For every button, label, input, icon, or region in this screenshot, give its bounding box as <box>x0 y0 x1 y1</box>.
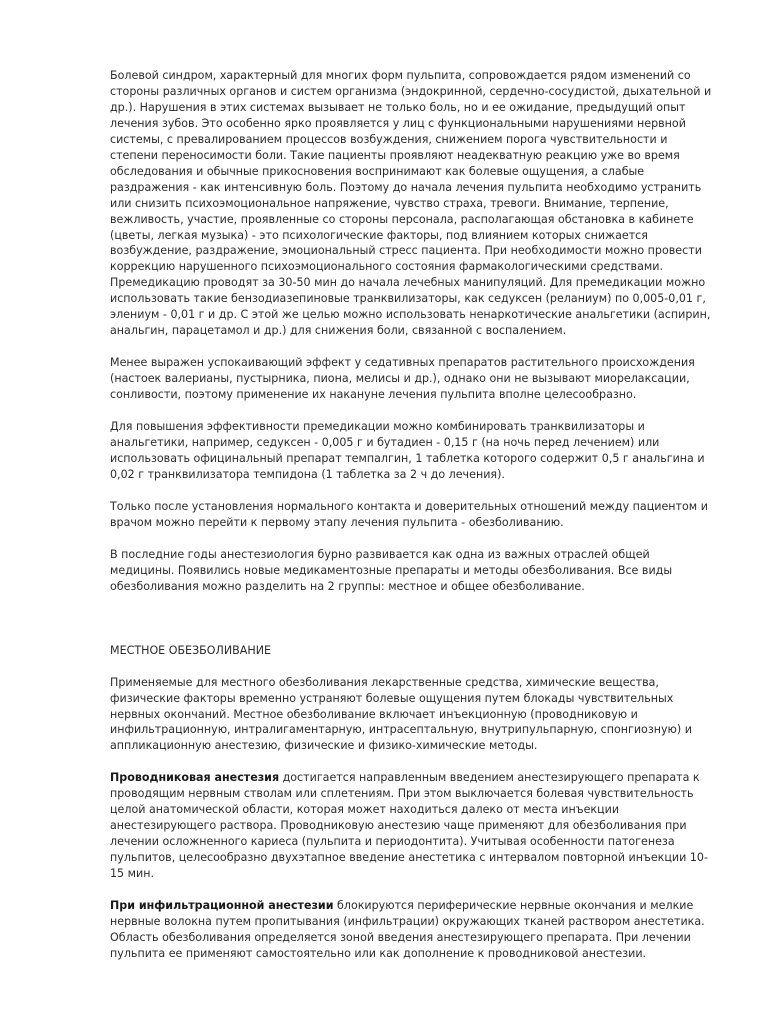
paragraph-anesthesiology: В последние годы анестезиология бурно развивается как одна из важных отраслей общей медицины. Появились новые медикаментозные препараты и методы обезболивания. Все виды обезболивания можно разделить на 2 группы: местное и общее обезболивание. <box>110 547 673 593</box>
conduction-anesthesia-text: достигается направленным введением анестезирующего препарата к проводящим нервным стволам или сплетениям. При этом выключается болевая чувствительность целой анатомической области, которая может находиться далеко от места инъекции анестезирующего раствора. Проводниковую анестезию чаще применяют для обезболивания при лечении осложненного кариеса (пульпита и периодонтита). Учитывая особенности патогенеза пульпитов, целесообразно двухэтапное введение анестетика с интервалом повторной инъекции 10-15 мин. <box>110 771 708 881</box>
term-infiltration-anesthesia: При инфильтрационной анестезии <box>110 899 334 913</box>
infiltration-anesthesia-text: блокируются периферические нервные окончания и мелкие нервные волокна путем пропитывания (инфильтрации) окружающих тканей раствором анестетика. Область обезболивания определяется зоной введения анестезирующего препарата. При лечении пульпита ее применяют самостоятельно или как дополнение к проводниковой анестезии. <box>110 899 705 960</box>
paragraph-local-anesthesia: Применяемые для местного обезболивания лекарственные средства, химические вещества, физические факторы временно устраняют болевые ощущения путем блокады чувствительных нервных окончаний. Местное обезболивание включает инъекционную (проводниковую и инфильтрационную, интралигаментарную, интрасептальную, внутрипульпарную, спонгиозную) и аппликационную анестезию, физические и физико-химические методы. <box>110 675 692 753</box>
section-heading: МЕСТНОЕ ОБЕЗБОЛИВАНИЕ <box>110 643 272 657</box>
paragraph-pain-syndrome: Болевой синдром, характерный для многих форм пульпита, сопровождается рядом изменений со стороны различных органов и систем организма (эндокринной, сердечно-сосудистой, дыхательной и др.). Нарушения в этих системах вызывает не только боль, но и ее ожидание, предыдущий опыт лечения зубов. Это особенно ярко проявляется у лиц с функциональными нарушениями нервной системы, с превалированием процессов возбуждения, снижением порога чувствительности и степени переносимости боли. Такие пациенты проявляют неадекватную реакцию уже во время обследования и обычные прикосновения воспринимают как болевые ощущения, а слабые раздражения - как интенсивную боль. Поэтому до начала лечения пульпита необходимо устранить или снизить психоэмоциональное напряжение, чувство страха, тревоги. Внимание, терпение, вежливость, участие, проявленные со стороны персонала, располагающая обстановка в кабинете (цветы, легкая музыка) - это психологические факторы, под влиянием которых снижается возбуждение, раздражение, эмоциональный стресс пациента. При необходимости можно провести коррекцию нарушенного психоэмоционального состояния фармакологическими средствами. Премедикацию проводят за 30-50 мин до начала лечебных манипуляций. Для премедикации можно использовать такие бензодиазепиновые транквилизаторы, как седуксен (реланиум) по 0,005-0,01 г, элениум - 0,01 г и др. С этой же целью можно использовать ненаркотические анальгетики (аспирин, анальгин, парацетамол и др.) для снижения боли, связанной с воспалением. <box>110 69 712 338</box>
term-conduction-anesthesia: Проводниковая анестезия <box>110 771 280 785</box>
paragraph-sedatives: Менее выражен успокаивающий эффект у седативных препаратов растительного происхождения (настоек валерианы, пустырника, пиона, мелисы и др.), однако они не вызывают миорелаксации, сонливости, поэтому применение их накануне лечения пульпита вполне целесообразно. <box>110 356 695 402</box>
paragraph-contact: Только после установления нормального контакта и доверительных отношений между пациентом и врачом можно перейти к первому этапу лечения пульпита - обезболиванию. <box>110 499 708 529</box>
paragraph-conduction-anesthesia <box>110 770 716 882</box>
paragraph-premedication: Для повышения эффективности премедикации можно комбинировать транквилизаторы и анальгетики, например, седуксен - 0,005 г и бутадиен - 0,15 г (на ночь перед лечением) или использовать официнальный препарат темпалгин, 1 таблетка которого содержит 0,5 г анальгина и 0,02 г транквилизатора темпидона (1 таблетка за 2 ч до лечения). <box>110 420 705 481</box>
document-page <box>110 68 716 978</box>
paragraph-infiltration-anesthesia <box>110 898 716 962</box>
section-spacer <box>110 611 716 643</box>
